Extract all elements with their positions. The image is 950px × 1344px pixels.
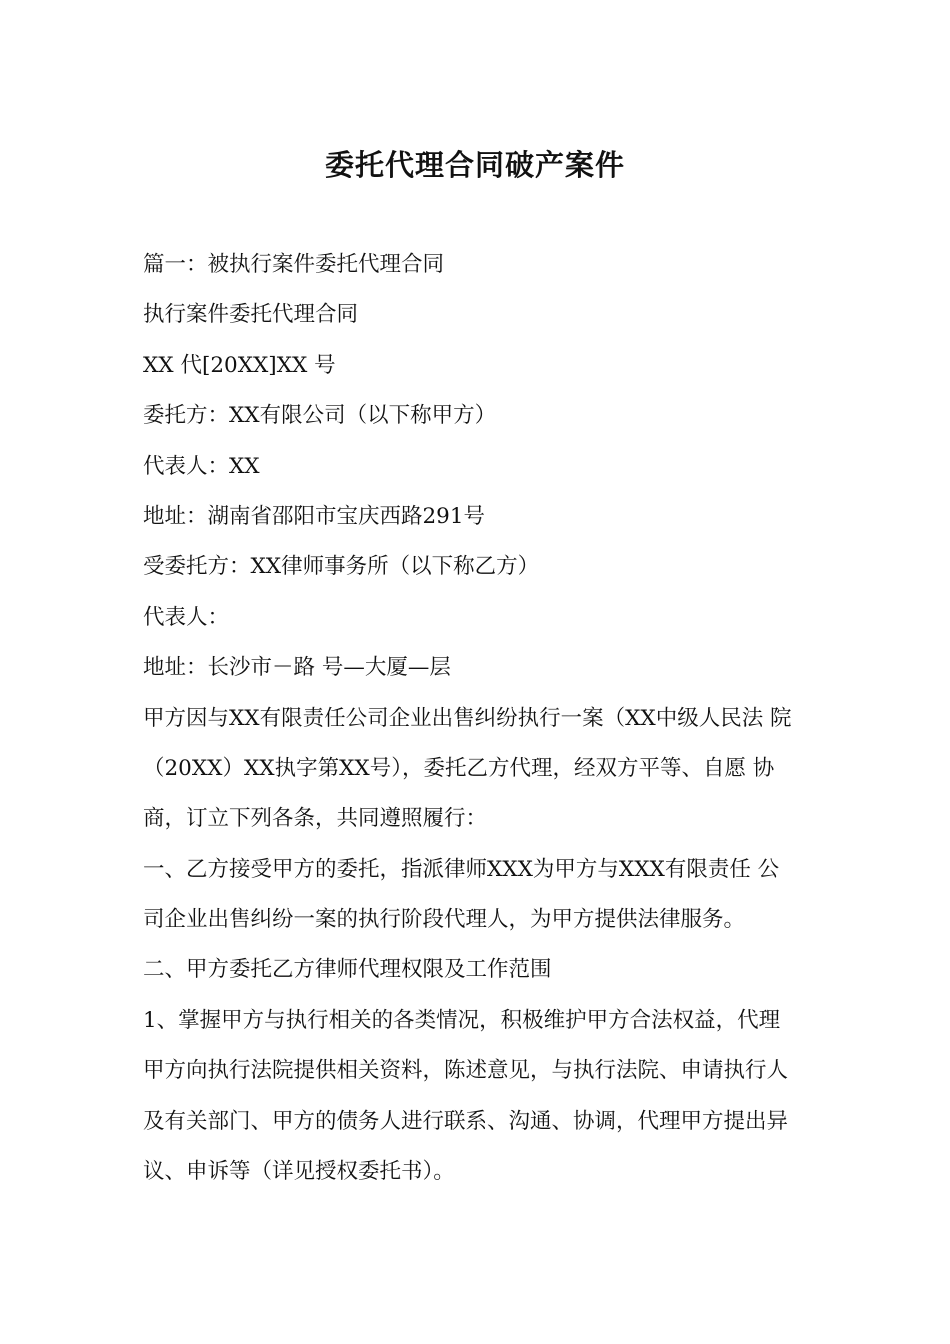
document-body (143, 243, 823, 1200)
agent-address: 地址：长沙市－路 号—大厦—层 (143, 655, 451, 681)
client-address: 地址：湖南省邵阳市宝庆西路291号 (143, 503, 486, 529)
agent-party: 受委托方：XX律师事务所（以下称乙方） (143, 554, 540, 580)
client-representative: 代表人：XX (143, 453, 260, 479)
clause-two-heading: 二、甲方委托乙方律师代理权限及工作范围 (143, 957, 552, 983)
client-party: 委托方：XX有限公司（以下称甲方） (143, 403, 497, 429)
agent-representative: 代表人： (143, 604, 230, 630)
contract-name: 执行案件委托代理合同 (143, 302, 359, 328)
clause-two-item-line: 议、申诉等（详见授权委托书）。 (143, 1159, 455, 1185)
clause-two-item-line: 1、掌握甲方与执行相关的各类情况，积极维护甲方合法权益，代理 (143, 1007, 781, 1033)
paragraph-line: 商，订立下列各条，共同遵照履行： (143, 806, 488, 832)
clause-two-item-line: 甲方向执行法院提供相关资料，陈述意见，与执行法院、申请执行人 (143, 1058, 789, 1084)
document-title: 委托代理合同破产案件 (324, 148, 625, 182)
contract-number: XX 代[20XX]XX 号 (143, 352, 336, 378)
clause-one-line: 司企业出售纠纷一案的执行阶段代理人，为甲方提供法律服务。 (143, 907, 746, 933)
clause-one-line: 一、乙方接受甲方的委托，指派律师XXX为甲方与XXX有限责任 公 (143, 856, 780, 882)
paragraph-line: （20XX）XX执字第XX号），委托乙方代理，经双方平等、自愿 协 (143, 755, 775, 781)
paragraph-line: 甲方因与XX有限责任公司企业出售纠纷执行一案（XX中级人民法 院 (143, 705, 792, 731)
section-heading-part-one: 篇一：被执行案件委托代理合同 (143, 252, 445, 277)
clause-two-item-line: 及有关部门、甲方的债务人进行联系、沟通、协调，代理甲方提出异 (143, 1108, 789, 1134)
